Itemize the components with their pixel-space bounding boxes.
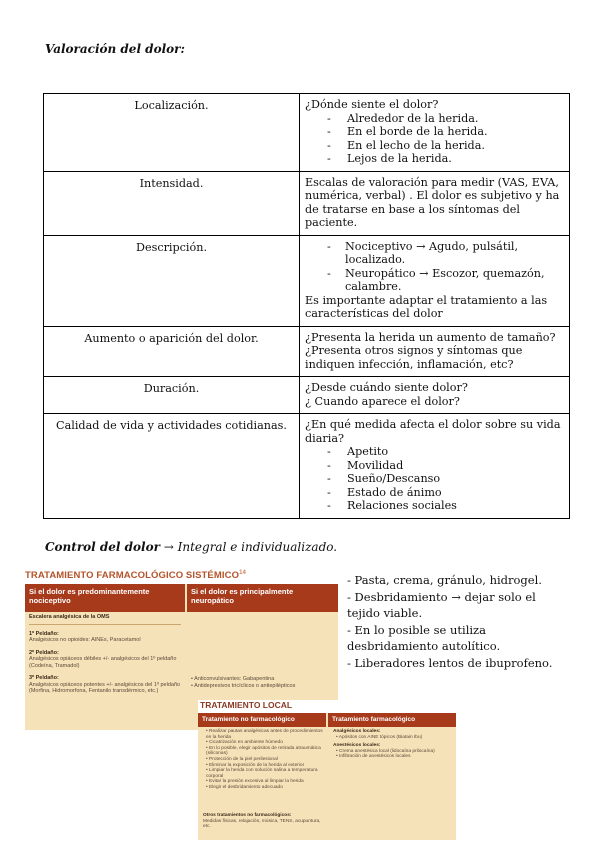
step-text: Analgésicos no opioides: AINEs, Paracetamol: [29, 637, 141, 643]
list-item: - Relaciones sociales: [305, 499, 564, 513]
column-header: Tratamiento no farmacológico: [198, 713, 326, 727]
neuropathic-body: [191, 676, 336, 689]
sub-title: Anestésicos locales:: [333, 743, 381, 749]
figure-title-sup: 14: [239, 570, 246, 576]
column-header: Si el dolor es predominantemente nociceptivo: [25, 584, 185, 612]
row-line: ¿Desde cuándo siente dolor?: [305, 381, 468, 394]
control-rest: → Integral e individualizado.: [159, 540, 338, 554]
local-treatment-figure: [198, 700, 456, 840]
figure-title: [25, 570, 340, 581]
table-row: [44, 171, 570, 235]
figure-title: TRATAMIENTO LOCAL: [200, 700, 293, 710]
table-row: [44, 326, 570, 377]
pain-assessment-table: [43, 93, 570, 519]
row-line: ¿ Cuando aparece el dolor?: [305, 394, 460, 408]
non-pharm-body: [203, 729, 325, 791]
list-item: • Evitar la presión excesiva al limpiar la herida: [203, 779, 325, 785]
table-row: [44, 377, 570, 414]
step-title: 3º Peldaño:: [29, 675, 59, 681]
list-item: • Eliminar la exposición de la herida al exterior: [203, 763, 325, 769]
row-intro: ¿Dónde siente el dolor?: [305, 98, 439, 111]
row-content: [300, 94, 570, 172]
dash-list: [305, 445, 564, 513]
list-item: - En el lecho de la herida.: [305, 139, 564, 153]
figure-title-text: TRATAMIENTO FARMACOLÓGICO SISTÉMICO: [25, 570, 240, 582]
page-heading: Valoración del dolor:: [45, 42, 185, 56]
list-item: • Protección de la piel perilesional: [203, 757, 325, 763]
pharm-body: [333, 729, 453, 760]
note-item: - En lo posible se utiliza desbridamiento autolítico.: [347, 622, 501, 653]
row-content: Escalas de valoración para medir (VAS, EVA, numérica, verbal) . El dolor es subjetivo y ha de tratarse en base a los síntomas del paciente.: [300, 171, 570, 235]
list-item: - Neuropático → Escozor, quemazón, calambre.: [305, 267, 564, 294]
note-item: - Pasta, crema, gránulo, hidrogel.: [347, 573, 542, 587]
step-title: 2º Peldaño:: [29, 649, 59, 656]
row-note: Es importante adaptar el tratamiento a las características del dolor: [305, 293, 548, 320]
row-label: Localización.: [44, 94, 300, 172]
list-item: - Movilidad: [305, 459, 564, 473]
step-title: 1º Peldaño:: [29, 630, 59, 637]
list-item: • Cicatrización en ambiente húmedo: [203, 740, 325, 746]
column-header: Si el dolor es principalmente neuropático: [187, 584, 338, 612]
figure-grid: [198, 713, 456, 840]
list-item: • Elegir el desbridamiento adecuado: [203, 785, 325, 791]
table-row: [44, 235, 570, 326]
list-item: - Lejos de la herida.: [305, 152, 564, 166]
neuro-item: • Antidepresivos tricíclicos o antiepilépticos: [191, 682, 296, 689]
list-item: • Realizar pautas analgésicas antes de procedimientos en la herida: [203, 729, 325, 740]
treatment-notes: [347, 572, 562, 671]
dash-list: [305, 240, 564, 294]
list-item: • Crema anestésica local (lidocaína prilocaína): [333, 749, 453, 755]
row-label: Intensidad.: [44, 171, 300, 235]
list-item: - Apetito: [305, 445, 564, 459]
row-content: ¿Presenta la herida un aumento de tamaño? ¿Presenta otros signos y síntomas que indiquen infección, inflamación, etc?: [300, 326, 570, 377]
row-label: Calidad de vida y actividades cotidianas.: [44, 414, 300, 519]
row-label: Descripción.: [44, 235, 300, 326]
note-item: - Liberadores lentos de ibuprofeno.: [347, 655, 553, 670]
list-item: - Estado de ánimo: [305, 486, 564, 500]
divider: [29, 624, 181, 625]
pain-control-heading: [45, 540, 337, 554]
column-header: Tratamiento farmacológico: [328, 713, 456, 727]
control-bold: Control del dolor: [45, 540, 160, 554]
table-row: [44, 414, 570, 519]
note-item: - Desbridamiento → dejar solo el tejido viable.: [347, 589, 536, 620]
table-row: [44, 94, 570, 172]
row-content: [300, 235, 570, 326]
list-item: • Apósitos con AINE tópicos (Biatain Ibu): [333, 735, 453, 741]
step-text: Analgésicos opiáceos potentes +/- analgésicos del 1º peldaño (Morfina, Hidromorfona, Fentanilo transdérmico, etc.): [29, 681, 181, 694]
step-text: Analgésicos opiáceos débiles +/- analgésicos del 1º peldaño (Codeína, Tramadol): [29, 656, 177, 669]
row-content: [300, 377, 570, 414]
row-label: Duración.: [44, 377, 300, 414]
list-item: - En el borde de la herida.: [305, 125, 564, 139]
list-item: - Alrededor de la herida.: [305, 112, 564, 126]
list-item: - Sueño/Descanso: [305, 472, 564, 486]
row-intro: ¿En qué medida afecta el dolor sobre su vida diaria?: [305, 418, 561, 445]
nociceptive-body: [29, 614, 181, 695]
list-item: - Nociceptivo → Agudo, pulsátil, localizado.: [305, 240, 564, 267]
sub-title: Otros tratamientos no farmacológicos:: [203, 813, 292, 818]
dash-list: [305, 112, 564, 166]
list-item: • En lo posible, elegir apósitos de retirada atraumática (siliconas): [203, 746, 325, 757]
scale-title: Escalera analgésica de la OMS: [29, 614, 110, 620]
list-item: • Limpiar la herida con solución salina a temperatura corporal: [203, 768, 325, 779]
other-text: Medidas físicas, relajación, música, TENS, acupuntura, etc.: [203, 818, 321, 830]
other-treatments: [203, 813, 323, 830]
row-label: Aumento o aparición del dolor.: [44, 326, 300, 377]
neuro-item: • Anticonvulsivantes: Gabapentina: [191, 676, 275, 682]
list-item: • Infiltración de anestésicos locales: [333, 754, 453, 760]
row-content: [300, 414, 570, 519]
sub-title: Analgésicos locales:: [333, 729, 381, 734]
